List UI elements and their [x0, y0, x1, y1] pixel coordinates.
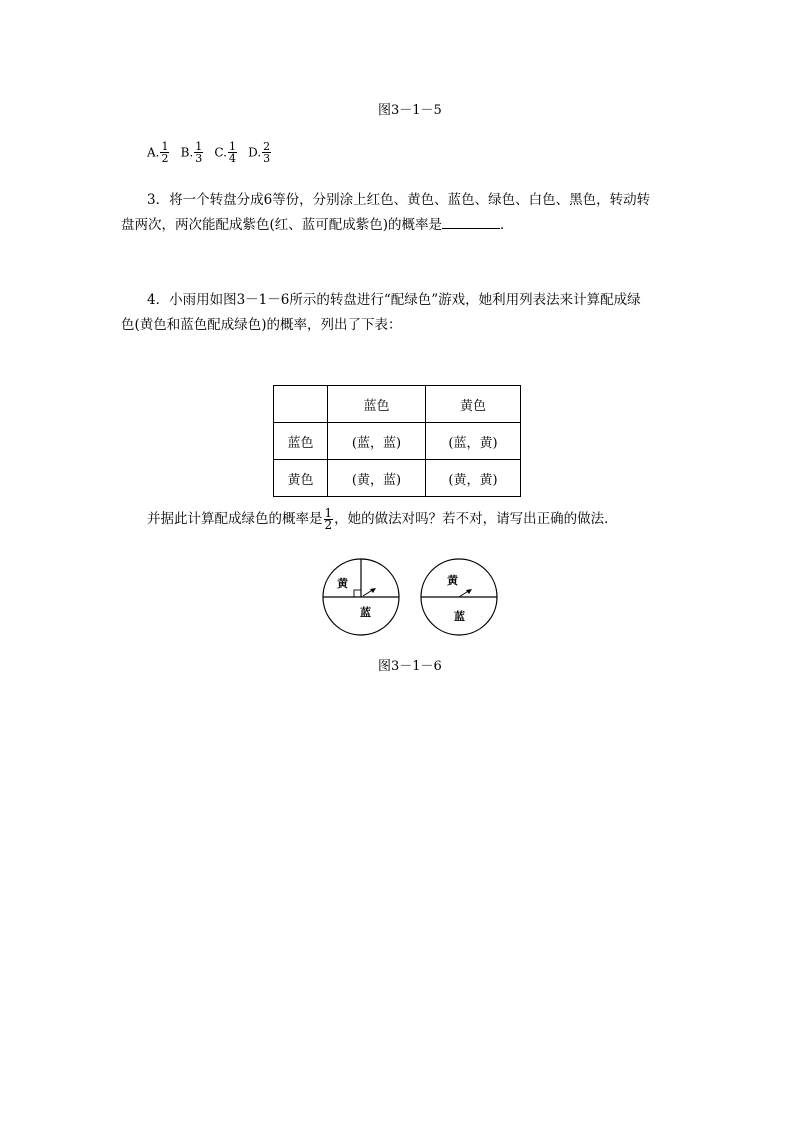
table-cell: (黄，黄): [426, 460, 521, 497]
table-row: [274, 460, 521, 497]
option-a-num: 1: [161, 140, 169, 153]
conclusion-before: 并据此计算配成绿色的概率是: [147, 511, 323, 527]
table-cell: (黄，蓝): [328, 460, 426, 497]
left-spinner-bottom-label: 蓝: [360, 606, 371, 619]
option-d-num: 2: [263, 140, 271, 153]
option-c: [214, 140, 242, 165]
right-spinner-bottom-label: 蓝: [454, 610, 465, 623]
option-b-den: 3: [195, 152, 203, 165]
probability-table: [273, 385, 521, 497]
right-spinner-top-label: 黄: [447, 574, 458, 587]
left-spinner: [323, 559, 399, 635]
table-header-yellow: 黄色: [426, 386, 521, 423]
option-a-fraction: [160, 141, 169, 164]
table-row: [274, 423, 521, 460]
q4-line1: 4．小雨用如图3－1－6所示的转盘进行“配绿色”游戏，她利用列表法来计算配成绿: [147, 292, 641, 308]
q3-line2: [121, 213, 514, 238]
spinners-figure: [318, 555, 504, 640]
table-corner-cell: [274, 386, 328, 423]
option-c-fraction: [228, 141, 237, 164]
option-d: [248, 140, 272, 165]
option-c-num: 1: [228, 140, 236, 153]
option-a-label: A.: [147, 145, 160, 160]
option-b-label: B.: [180, 145, 194, 160]
table-cell: (蓝，黄): [426, 423, 521, 460]
table-header-row: [274, 386, 521, 423]
conclusion-after: ，她的做法对吗？若不对，请写出正确的做法．: [334, 511, 618, 527]
option-b: [180, 140, 209, 165]
answer-options: [147, 141, 272, 164]
option-a: [147, 140, 175, 165]
q4-line2: 色(黄色和蓝色配成绿色)的概率，列出了下表：: [121, 317, 402, 333]
table-row-header: 黄色: [274, 460, 328, 497]
table-header-blue: 蓝色: [328, 386, 426, 423]
conclusion-den: 2: [324, 518, 333, 532]
option-d-fraction: [262, 141, 271, 164]
q3-line2-text: 盘两次，两次能配成紫色(红、蓝可配成紫色)的概率是: [121, 217, 443, 233]
figure-caption-3-1-6: 图3－1－6: [378, 659, 442, 674]
q3-answer-blank[interactable]: [442, 214, 500, 229]
option-d-den: 3: [263, 152, 271, 165]
option-b-num: 1: [195, 140, 203, 153]
q3-line2-end: ．: [500, 217, 514, 233]
conclusion-fraction: [324, 508, 334, 531]
conclusion-num: 1: [324, 506, 333, 520]
table-row-header: 蓝色: [274, 423, 328, 460]
right-spinner: [421, 559, 497, 635]
option-c-den: 4: [228, 152, 236, 165]
table-cell: (蓝，蓝): [328, 423, 426, 460]
conclusion-line: [147, 507, 618, 532]
option-a-den: 2: [161, 152, 169, 165]
left-spinner-top-label: 黄: [337, 577, 348, 590]
q3-line1: 3．将一个转盘分成6等份，分别涂上红色、黄色、蓝色、绿色、白色、黑色，转动转: [147, 192, 651, 208]
option-c-label: C.: [214, 145, 227, 160]
option-d-label: D.: [248, 145, 262, 160]
figure-caption-3-1-5: 图3－1－5: [378, 103, 442, 118]
option-b-fraction: [194, 141, 203, 164]
right-angle-icon: [354, 590, 361, 597]
